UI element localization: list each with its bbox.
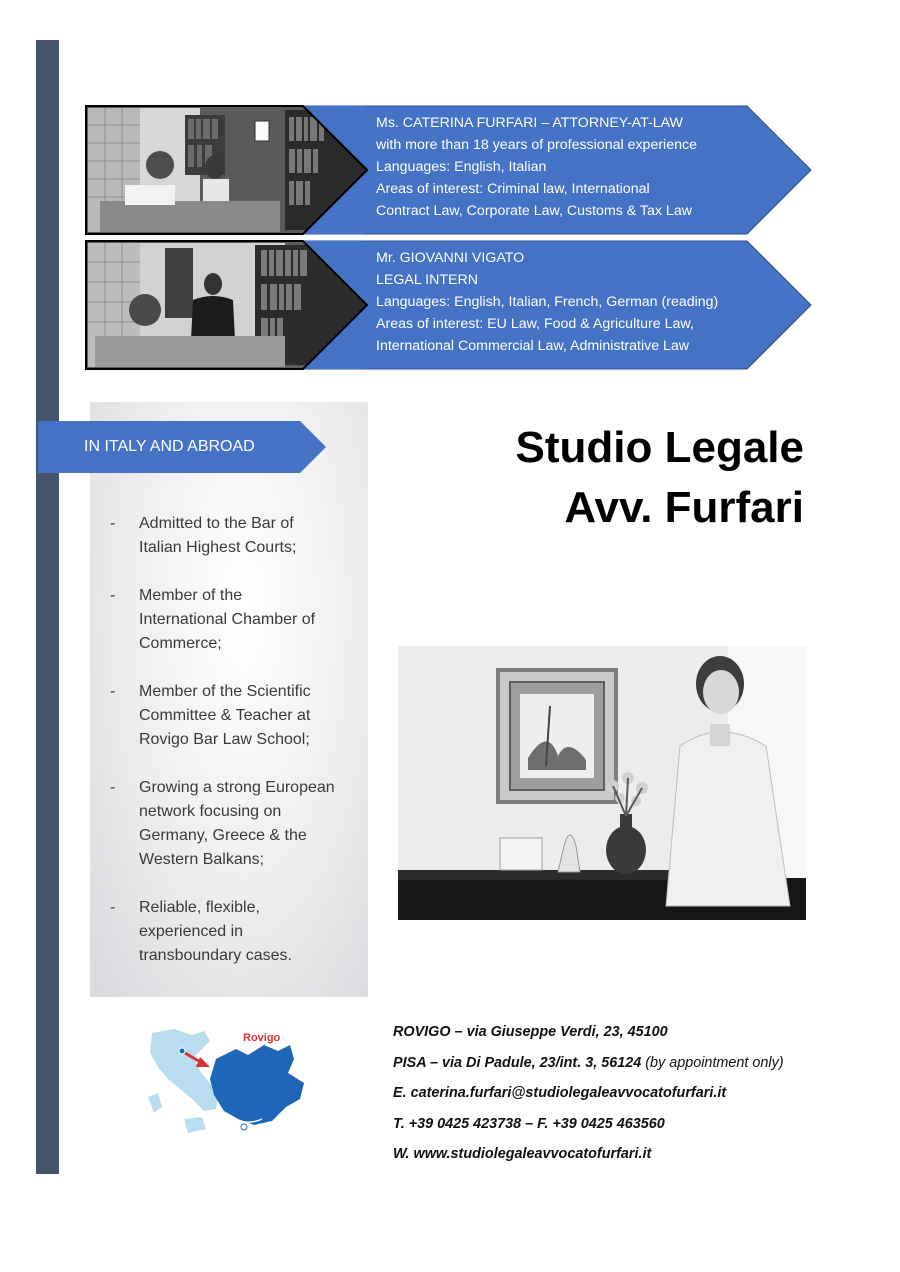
profile-line: Areas of interest: EU Law, Food & Agriculture Law,	[376, 316, 694, 332]
list-item-line: Rovigo Bar Law School;	[139, 731, 310, 748]
bullet-dash: -	[110, 899, 116, 916]
office-desk-photo	[86, 106, 367, 234]
list-item-line: transboundary cases.	[139, 947, 292, 964]
bullet-dash: -	[110, 587, 116, 604]
profile-line: Areas of interest: Criminal law, International	[376, 181, 650, 197]
list-item-line: International Chamber of	[139, 611, 316, 628]
credentials-list	[110, 512, 360, 992]
bullet-dash: -	[110, 779, 116, 796]
list-item	[110, 512, 360, 560]
list-item-line: Member of the	[139, 587, 243, 604]
profile-name: Mr. GIOVANNI VIGATO	[376, 250, 525, 266]
title-line-1: Studio Legale	[515, 423, 804, 472]
profile-role: LEGAL INTERN	[376, 272, 478, 288]
map-illustration	[144, 1027, 314, 1139]
profile-line: with more than 18 years of professional experience	[376, 137, 697, 153]
list-item-line: experienced in	[139, 923, 244, 940]
list-item-line: Commerce;	[139, 635, 222, 652]
list-item-line: Western Balkans;	[139, 851, 265, 868]
appointment-note: (by appointment only)	[645, 1054, 784, 1071]
profile-banner-giovanni	[85, 240, 813, 370]
bullet-dash: -	[110, 515, 116, 532]
profile-line: Contract Law, Corporate Law, Customs & Tax Law	[376, 203, 692, 219]
email-link[interactable]: E. caterina.furfari@studiolegaleavvocatofurfari.it	[393, 1085, 727, 1101]
veneto-region-map	[144, 1027, 314, 1139]
phone-fax: T. +39 0425 423738 – F. +39 0425 463560	[393, 1115, 665, 1132]
section-heading: IN ITALY AND ABROAD	[84, 438, 255, 455]
list-item	[110, 896, 360, 968]
list-item	[110, 584, 360, 656]
profile-banner-caterina	[85, 105, 813, 235]
list-item-line: Germany, Greece & the	[139, 827, 307, 844]
profile-details	[376, 247, 776, 357]
section-tab	[38, 421, 328, 480]
profile-languages: Languages: English, Italian, French, German (reading)	[376, 294, 719, 310]
profile-details	[376, 112, 776, 222]
address-pisa-text: PISA – via Di Padule, 23/int. 3, 56124	[393, 1054, 642, 1071]
left-accent-bar	[36, 40, 59, 1174]
contact-info	[393, 1017, 833, 1170]
profile-languages: Languages: English, Italian	[376, 159, 547, 175]
portrait-photo	[398, 646, 806, 920]
page-title	[516, 418, 804, 538]
map-label-rovigo: Rovigo	[243, 1032, 281, 1044]
list-item-line: Growing a strong European	[139, 779, 335, 796]
list-item	[110, 776, 360, 872]
portrait-illustration	[398, 646, 806, 920]
office-desk-photo	[86, 241, 367, 369]
profile-name: Ms. CATERINA FURFARI – ATTORNEY-AT-LAW	[376, 115, 683, 131]
list-item-line: Italian Highest Courts;	[139, 539, 297, 556]
address-pisa	[393, 1048, 833, 1079]
profile-line: International Commercial Law, Administrative Law	[376, 338, 690, 354]
address-rovigo: ROVIGO – via Giuseppe Verdi, 23, 45100	[393, 1024, 668, 1040]
list-item	[110, 680, 360, 752]
list-item-line: Committee & Teacher at	[139, 707, 311, 724]
list-item-line: network focusing on	[139, 803, 282, 820]
bullet-dash: -	[110, 683, 116, 700]
website-link[interactable]: W. www.studiolegaleavvocatofurfari.it	[393, 1146, 652, 1162]
title-line-2: Avv. Furfari	[564, 483, 804, 532]
list-item-line: Admitted to the Bar of	[139, 515, 294, 532]
list-item-line: Member of the Scientific	[139, 683, 311, 700]
list-item-line: Reliable, flexible,	[139, 899, 260, 916]
